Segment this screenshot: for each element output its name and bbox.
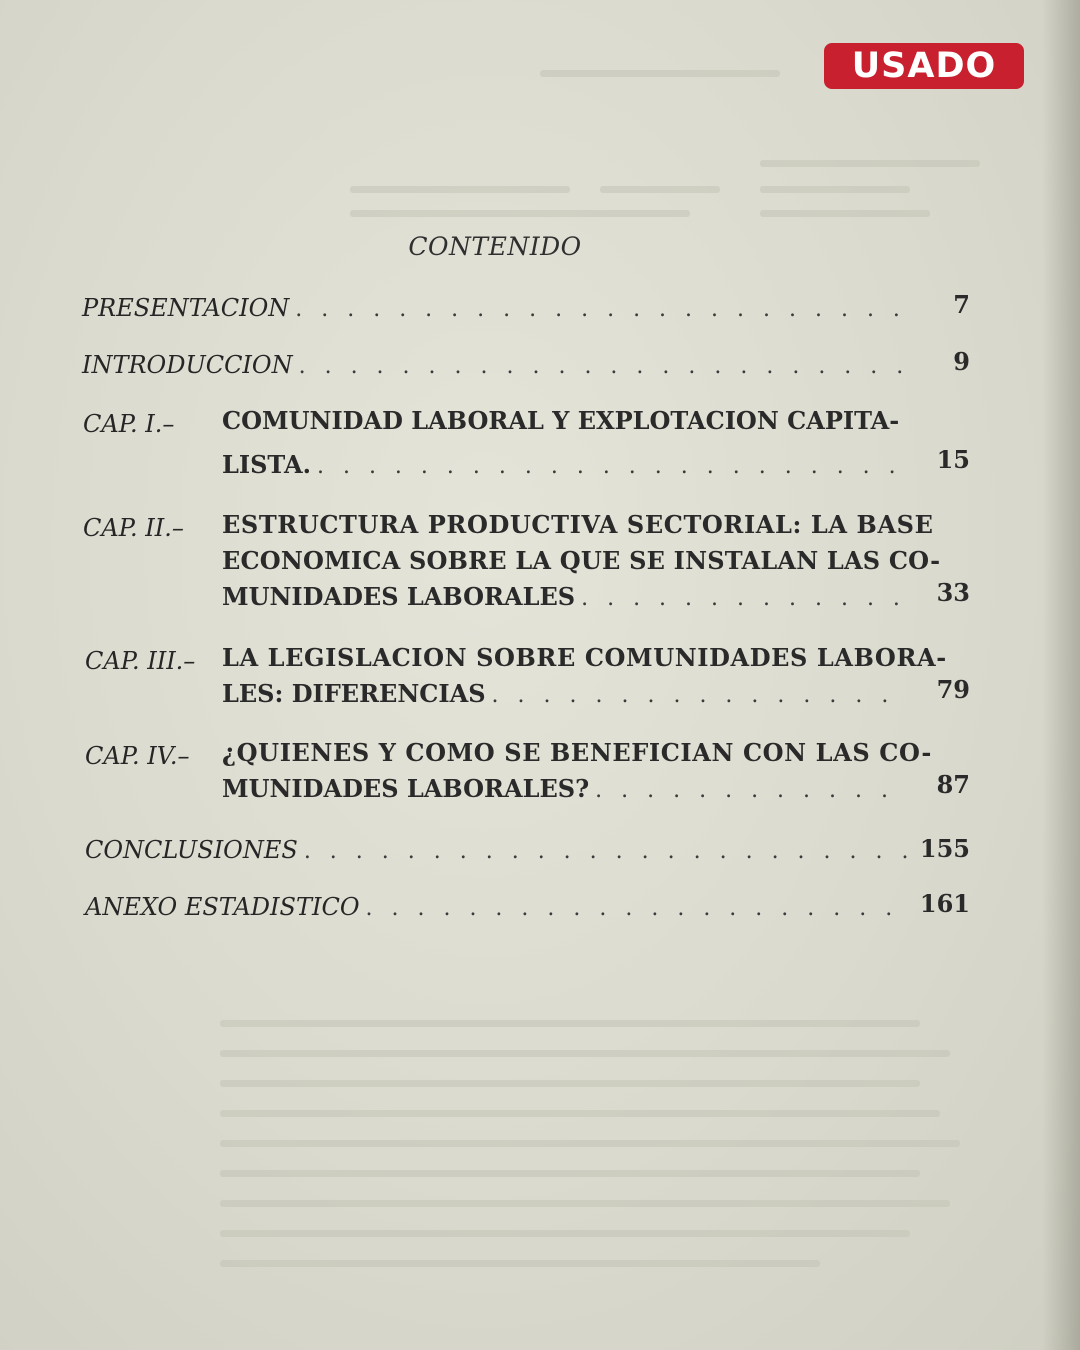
page-number: 79 [936,675,970,704]
bleed-through-line [220,1110,940,1117]
chapter-label: CAP. I.– [83,410,175,438]
entry-label: INTRODUCCION [82,351,293,379]
toc-heading: CONTENIDO [408,232,582,261]
bleed-through-line [350,186,570,193]
leader-dots [295,297,907,322]
entry-label: CONCLUSIONES [85,836,298,864]
chapter-title-line: COMUNIDAD LABORAL Y EXPLOTACION CAPITA- [222,406,900,435]
chapter-title-line: MUNIDADES LABORALES? [222,774,590,803]
chapter-title-line: ¿QUIENES Y COMO SE BENEFICIAN CON LAS CO- [222,738,932,767]
page-number: 15 [936,445,970,474]
page-number: 33 [936,578,970,607]
bleed-through-line [220,1170,920,1177]
page-number: 161 [919,889,970,918]
chapter-title-line: MUNIDADES LABORALES [222,582,576,611]
leader-dots [299,354,907,379]
page-number: 9 [953,347,970,376]
leader-dots [317,454,907,479]
bleed-through-line [540,70,780,77]
page-number: 155 [919,834,970,863]
bleed-through-line [220,1200,950,1207]
chapter-title-line: ESTRUCTURA PRODUCTIVA SECTORIAL: LA BASE [222,510,934,539]
bleed-through-line [220,1230,910,1237]
badge-label: USADO [851,46,997,86]
bleed-through-line [220,1020,920,1027]
entry-label: PRESENTACION [82,294,290,322]
bleed-through-line [220,1050,950,1057]
leader-dots [304,839,907,864]
page-number: 7 [953,290,970,319]
bleed-through-line [220,1140,960,1147]
chapter-title-line: LA LEGISLACION SOBRE COMUNIDADES LABORA- [222,643,947,672]
bleed-through-line [220,1080,920,1087]
chapter-title-line: LES: DIFERENCIAS [222,679,486,708]
chapter-title-line: ECONOMICA SOBRE LA QUE SE INSTALAN LAS CO- [222,546,941,575]
chapter-label: CAP. III.– [85,647,196,675]
leader-dots [492,683,907,708]
bleed-through-line [760,210,930,217]
bleed-through-line [760,160,980,167]
chapter-label: CAP. IV.– [85,742,190,770]
chapter-label: CAP. II.– [83,514,184,542]
bleed-through-line [760,186,910,193]
used-condition-badge [824,43,1024,89]
chapter-title-line: LISTA. [222,450,311,479]
leader-dots [366,896,908,921]
bleed-through-line [350,210,690,217]
leader-dots [581,586,907,611]
bleed-through-line [600,186,720,193]
page-number: 87 [936,770,970,799]
leader-dots [595,778,907,803]
bleed-through-line [220,1260,820,1267]
entry-label: ANEXO ESTADISTICO [85,893,360,921]
